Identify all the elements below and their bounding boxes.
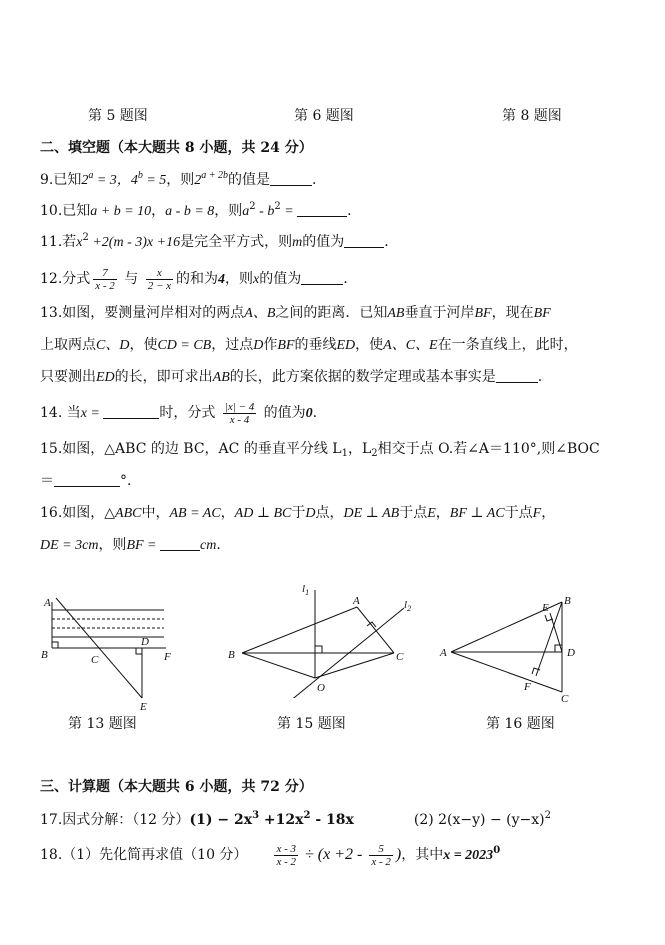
- fig15-label-l1: $l_1$: [302, 583, 310, 597]
- q16-l1o: 于点: [504, 505, 533, 521]
- q11-text: 11.若: [40, 234, 77, 250]
- q13-l2d: CD = CB: [157, 338, 212, 353]
- fig15-label-a: A: [353, 595, 360, 607]
- fig15-side-ba: [242, 607, 357, 653]
- fig13-label-d: D: [141, 636, 149, 648]
- q9-answer-blank[interactable]: [270, 171, 312, 186]
- q13-l1a: 13.如图，要测量河岸相对的两点: [40, 305, 245, 321]
- q16-l2a: DE = 3cm: [40, 538, 99, 553]
- fig15-label-b: B: [228, 649, 235, 661]
- q13-l2g: 作: [263, 337, 278, 353]
- q16-answer-blank[interactable]: [160, 536, 200, 551]
- q17-exp2: 2: [303, 810, 311, 821]
- q14-end: .: [312, 405, 318, 421]
- fig13-label-e: E: [140, 701, 147, 713]
- q16-l1j: DE ⊥ AB: [343, 506, 400, 521]
- q13-l2c: ，使: [129, 337, 158, 353]
- q15-sub2: 2: [371, 448, 378, 459]
- q13-l1f: BF: [474, 306, 492, 321]
- fig16-side-ac: [451, 652, 562, 692]
- q14-math1: x =: [80, 406, 104, 421]
- q10-math4: - b: [255, 204, 275, 219]
- q16-l2d: cm: [200, 538, 217, 553]
- q18-frac1-den: x - 2: [276, 855, 296, 868]
- q12-frac1-den: x - 2: [95, 279, 115, 292]
- q9-exp3: a + 2b: [201, 170, 229, 181]
- q14-frac-num: |x| − 4: [224, 400, 255, 413]
- fig15-side-ac: [357, 607, 394, 653]
- q16-l1p: F: [532, 506, 542, 521]
- section2-title-b: （本大题共 8 小题，共 24 分）: [110, 140, 313, 156]
- caption-fig8: 第 8 题图: [502, 108, 562, 124]
- q18-close-paren: ): [395, 846, 402, 863]
- question-16-line1: 16.如图，△ABC中，AB = AC，AD ⊥ BC于D点，DE ⊥ AB于点E，BF ⊥ AC于点F，: [40, 505, 556, 521]
- fig16-label-d: D: [567, 647, 575, 659]
- question-11: [40, 233, 389, 252]
- fig16-label-c: C: [561, 693, 569, 705]
- fig13-label-c: C: [91, 654, 99, 666]
- q14-math2: 0: [305, 406, 313, 421]
- q9-text-b: ，则: [166, 172, 195, 188]
- figure-13: [36, 590, 172, 715]
- q16-l1g: 于: [291, 505, 306, 521]
- fig16-label-b: B: [564, 595, 571, 607]
- q9-end: .: [312, 172, 317, 188]
- q11-text-c: 的值为: [302, 234, 345, 250]
- q12-fraction-2: [146, 267, 173, 292]
- fig15-right-angle-bc: [315, 646, 322, 653]
- q12-answer-blank[interactable]: [301, 270, 343, 285]
- q15-answer-blank[interactable]: [54, 472, 120, 487]
- q13-end: .: [537, 369, 543, 385]
- q13-l2f: D: [253, 338, 264, 353]
- q16-l2e: .: [216, 537, 221, 553]
- q17-part1-b: +12x: [259, 812, 304, 828]
- q16-l1a: 16.如图，: [40, 505, 105, 521]
- q12-text-d: ，则: [225, 271, 254, 287]
- q13-l3b: ED: [96, 370, 115, 385]
- q18-exp1: 0: [493, 845, 501, 856]
- question-9: [40, 171, 316, 190]
- section3-title-a: 三、计算题: [40, 779, 110, 795]
- question-15-line2: [40, 472, 131, 490]
- fig13-right-angle-b: [52, 642, 58, 648]
- q16-l1h: D: [305, 506, 316, 521]
- q13-l2b: C、D: [96, 338, 130, 353]
- question-13-line1: [40, 304, 551, 323]
- q9-math2: = 5: [142, 173, 167, 188]
- q9-text-c: 的值是: [228, 172, 271, 188]
- q9-base3: 2: [194, 173, 202, 188]
- q13-l2j: ED: [336, 338, 356, 353]
- q14-fraction: [223, 401, 256, 426]
- q11-exp1: 2: [82, 232, 89, 243]
- q13-l2k: ，使: [355, 337, 384, 353]
- q11-text-b: 是完全平方式，则: [180, 234, 293, 250]
- question-13-line2: [40, 336, 578, 355]
- figure-16: [436, 590, 586, 710]
- fig13-label-b: B: [41, 649, 48, 661]
- q10-text-c: ，则: [214, 203, 243, 219]
- q14-frac-den: x - 4: [229, 413, 250, 426]
- fig15-label-o: O: [317, 682, 325, 694]
- q16-l1k: 于点: [399, 505, 428, 521]
- q12-text-e: 的值为: [259, 271, 302, 287]
- q12-math1: 4: [218, 272, 226, 287]
- q16-l1e: ，: [220, 505, 235, 521]
- q10-text-b: ，: [151, 203, 166, 219]
- q13-l3e: 的长，此方案依据的数学定理或基本事实是: [229, 369, 496, 385]
- q15-l2b: °.: [120, 473, 132, 489]
- q11-end: .: [384, 234, 389, 250]
- q12-end: .: [343, 271, 348, 287]
- q12-fraction-1: [93, 267, 117, 292]
- q16-l1i: 点，: [315, 505, 344, 521]
- caption-fig16: 第 16 题图: [486, 716, 555, 732]
- q17-text: 17.因式分解：（12 分）: [40, 812, 190, 828]
- fig15-label-c: C: [396, 651, 404, 663]
- q13-l3d: AB: [212, 370, 230, 385]
- q16-l2b: ，则: [98, 537, 127, 553]
- q13-l2l: A、C、E: [383, 338, 438, 353]
- q18-text-b: ，其中: [401, 847, 444, 863]
- section3-title-b: （本大题共 6 小题，共 72 分）: [110, 779, 313, 795]
- question-15-line1: [40, 440, 600, 458]
- caption-fig6: 第 6 题图: [294, 108, 354, 124]
- q12-text-b: 与: [124, 271, 139, 287]
- caption-fig5: 第 5 题图: [88, 108, 148, 124]
- q13-l1b: A、B: [244, 306, 276, 321]
- q12-frac2-den: 2 − x: [147, 279, 172, 292]
- fig13-right-angle-d: [136, 648, 142, 654]
- q9-base1: 2: [81, 173, 89, 188]
- q18-math1: x = 2023: [443, 848, 494, 863]
- q13-l1c: 之间的距离．已知: [275, 305, 388, 321]
- q16-l1m: ，: [435, 505, 450, 521]
- fig16-label-a: A: [440, 647, 447, 659]
- q9-base2: 4: [130, 173, 138, 188]
- q13-l2e: ，过点: [211, 337, 254, 353]
- question-16-line2: [40, 536, 221, 555]
- q12-math2: x: [253, 272, 260, 287]
- q16-l1n: BF ⊥ AC: [449, 506, 505, 521]
- q11-math1: x: [76, 235, 83, 250]
- q10-exp2: 2: [274, 201, 281, 212]
- q17-part2: (2) 2(x−y) − (y−x): [413, 812, 545, 828]
- fig13-label-f: F: [164, 651, 171, 663]
- q10-end: .: [347, 203, 352, 219]
- q16-l1f: AD ⊥ BC: [234, 506, 292, 521]
- question-13-line3: [40, 368, 542, 387]
- q16-l1c: 中，: [141, 505, 170, 521]
- q15-l2a: ＝: [40, 473, 54, 489]
- fig13-label-a: A: [44, 597, 51, 609]
- q10-eq: =: [280, 204, 298, 219]
- q12-frac2-num: x: [146, 267, 173, 280]
- q16-l1l: E: [427, 506, 436, 521]
- q15-sub1: 1: [341, 448, 348, 459]
- q15-l1a: 15.如图，△ABC 的边 BC，AC 的垂直平分线 L: [40, 441, 342, 457]
- question-17: [40, 811, 551, 829]
- q9-exp1: a: [88, 170, 94, 181]
- question-14: [40, 400, 317, 427]
- question-12: [40, 266, 348, 293]
- fig15-label-l2: $l_2$: [404, 599, 412, 613]
- q17-part1-a: (1) − 2x: [189, 812, 253, 828]
- q17-part1-c: - 18x: [310, 812, 354, 828]
- q9-exp2: b: [137, 170, 143, 181]
- q18-frac2-num: 5: [369, 843, 393, 856]
- q10-answer-blank[interactable]: [297, 202, 347, 217]
- section2-title-a: 二、填空题: [40, 140, 110, 156]
- fig15-segment-ob: [242, 653, 315, 678]
- q17-exp1: 3: [252, 810, 260, 821]
- q15-l1b: ，L: [347, 441, 372, 457]
- q13-l3c: 的长，即可求出: [114, 369, 213, 385]
- q16-l1b: △ABC: [104, 506, 142, 521]
- q18-fraction-2: [369, 843, 393, 868]
- fig15-segment-oc: [315, 653, 394, 678]
- q13-l2a: 上取两点: [40, 337, 96, 353]
- fig16-label-e: E: [542, 602, 549, 614]
- q10-math2: a - b = 8: [165, 204, 215, 219]
- q13-l2h: BF: [277, 338, 295, 353]
- q18-frac1-num: x - 3: [276, 842, 296, 855]
- q12-text: 12.分式: [40, 271, 91, 287]
- q11-math2: +2(m - 3)x +16: [88, 235, 181, 250]
- q9-math1: = 3，: [93, 173, 131, 188]
- q13-l1h: BF: [533, 306, 551, 321]
- q15-l1c: 相交于点 O.若∠A＝110°,则∠BOC: [377, 441, 600, 457]
- question-10: [40, 202, 352, 221]
- q13-l1g: ，现在: [491, 305, 534, 321]
- caption-fig13: 第 13 题图: [68, 716, 137, 732]
- q16-l1d: AB = AC: [169, 506, 221, 521]
- q12-frac1-num: 7: [93, 267, 117, 280]
- question-18: [40, 842, 500, 869]
- q10-math1: a + b = 10: [90, 204, 152, 219]
- q11-answer-blank[interactable]: [344, 233, 384, 248]
- q13-l2i: 的垂线: [294, 337, 337, 353]
- figure-15: [222, 578, 422, 698]
- q13-l1d: AB: [387, 306, 405, 321]
- q17-exp3: 2: [544, 810, 551, 821]
- q10-math3: a: [242, 204, 250, 219]
- q14-text-c: 的值为: [263, 405, 306, 421]
- q11-math3: m: [292, 235, 303, 250]
- q13-l2m: 在一条直线上，此时，: [437, 337, 578, 353]
- q10-text: 10.已知: [40, 203, 91, 219]
- q13-l3a: 只要测出: [40, 369, 96, 385]
- fig16-label-f: F: [524, 681, 531, 693]
- q18-fraction-1: [274, 843, 298, 868]
- q14-answer-blank[interactable]: [103, 404, 159, 419]
- section3-title: [40, 778, 313, 796]
- q13-l1e: 垂直于河岸: [404, 305, 475, 321]
- q18-frac2-den: x - 2: [371, 855, 391, 868]
- q18-operator: ÷ (x +2 -: [300, 846, 367, 863]
- q14-text: 14. 当: [40, 405, 81, 421]
- q10-exp1: 2: [249, 201, 256, 212]
- q9-text: 9.已知: [40, 172, 82, 188]
- caption-fig15: 第 15 题图: [277, 716, 346, 732]
- q14-text-b: 时，分式: [159, 405, 216, 421]
- q13-answer-blank[interactable]: [496, 368, 538, 383]
- q12-text-c: 的和为: [176, 271, 219, 287]
- q16-l2c: BF =: [126, 538, 160, 553]
- q18-text: 18.（1）先化简再求值（10 分）: [40, 847, 248, 863]
- section2-title: [40, 139, 313, 157]
